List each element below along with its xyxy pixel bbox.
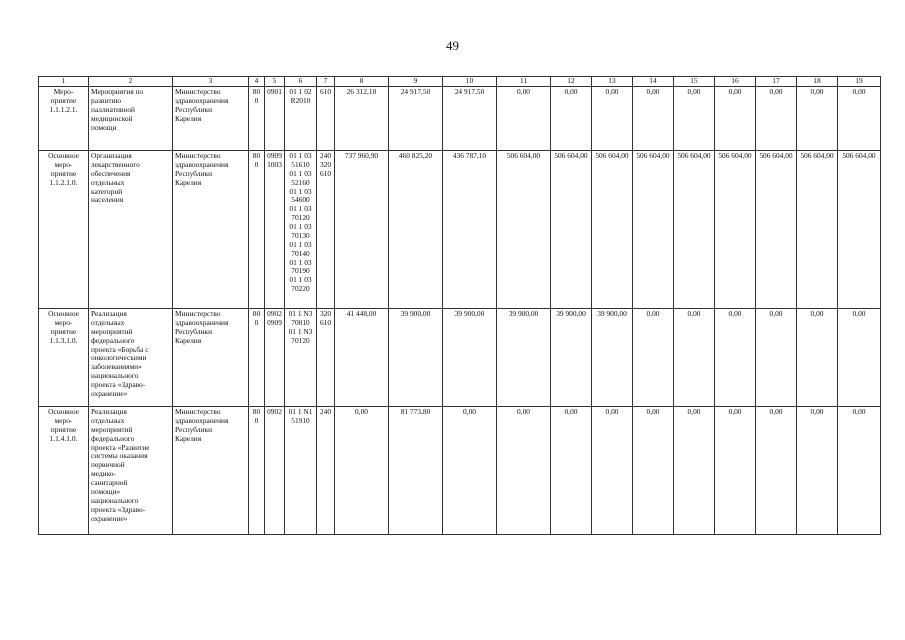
- table-body: [39, 77, 881, 535]
- amount-cell: 506 604,00: [674, 151, 715, 309]
- executor-cell: Министерство здравоохранения Республики Карелия: [173, 151, 249, 309]
- event-code-cell: Основное меро- приятие 1.1.3.1.0.: [39, 309, 89, 407]
- target-article-cell: 01 1 N1 51910: [285, 407, 317, 535]
- target-article-cell: 01 1 03 51610 01 1 03 52160 01 1 03 54600 01 1 03 70120 01 1 03 70130 01 1 03 70140 01 1 03 70190 01 1 03 70220: [285, 151, 317, 309]
- event-code-cell: Меро- приятие 1.1.1.2.1.: [39, 87, 89, 151]
- amount-cell: 0,00: [335, 407, 389, 535]
- amount-cell: 41 448,00: [335, 309, 389, 407]
- section-code-cell: 0902 0909: [265, 309, 285, 407]
- header-row: [39, 77, 881, 87]
- amount-cell: 0,00: [756, 87, 797, 151]
- header-cell-7: 7: [317, 77, 335, 87]
- amount-cell: 0,00: [797, 87, 838, 151]
- amount-cell: 506 604,00: [592, 151, 633, 309]
- table-row: [39, 407, 881, 535]
- grbs-code-cell: 800: [249, 87, 265, 151]
- amount-cell: 436 787,10: [443, 151, 497, 309]
- event-name-cell: Реализация отдельных мероприятий федерального проекта «Развитие системы оказания первичной медико- санитарной помощи» национального проекта «Здраво- охранение»: [89, 407, 173, 535]
- amount-cell: 0,00: [633, 87, 674, 151]
- executor-cell: Министерство здравоохранения Республики Карелия: [173, 309, 249, 407]
- target-article-cell: 01 1 02 R2010: [285, 87, 317, 151]
- page-number: 49: [446, 38, 459, 53]
- amount-cell: 39 900,00: [443, 309, 497, 407]
- header-cell-9: 9: [389, 77, 443, 87]
- expense-type-cell: 610: [317, 87, 335, 151]
- amount-cell: 24 917,50: [443, 87, 497, 151]
- amount-cell: 0,00: [756, 407, 797, 535]
- section-code-cell: 0909 1003: [265, 151, 285, 309]
- amount-cell: 0,00: [674, 87, 715, 151]
- amount-cell: 0,00: [497, 407, 551, 535]
- event-name-cell: Организация лекарственного обеспечения отдельных категорий населения: [89, 151, 173, 309]
- grbs-code-cell: 800: [249, 407, 265, 535]
- header-cell-11: 11: [497, 77, 551, 87]
- amount-cell: 506 604,00: [551, 151, 592, 309]
- amount-cell: 81 773,80: [389, 407, 443, 535]
- amount-cell: 506 604,00: [797, 151, 838, 309]
- amount-cell: 39 900,00: [592, 309, 633, 407]
- amount-cell: 39 900,00: [389, 309, 443, 407]
- header-cell-17: 17: [756, 77, 797, 87]
- expense-type-cell: 240 320 610: [317, 151, 335, 309]
- amount-cell: 0,00: [715, 87, 756, 151]
- amount-cell: 0,00: [592, 87, 633, 151]
- amount-cell: 0,00: [797, 407, 838, 535]
- amount-cell: 0,00: [633, 309, 674, 407]
- amount-cell: 737 960,90: [335, 151, 389, 309]
- amount-cell: 39 900,00: [551, 309, 592, 407]
- table-row: [39, 87, 881, 151]
- amount-cell: 0,00: [674, 407, 715, 535]
- amount-cell: 39 900,00: [497, 309, 551, 407]
- header-cell-5: 5: [265, 77, 285, 87]
- header-cell-13: 13: [592, 77, 633, 87]
- header-cell-16: 16: [715, 77, 756, 87]
- amount-cell: 0,00: [838, 87, 881, 151]
- table-row: [39, 151, 881, 309]
- table-row: [39, 309, 881, 407]
- grbs-code-cell: 800: [249, 309, 265, 407]
- amount-cell: 0,00: [551, 407, 592, 535]
- executor-cell: Министерство здравоохранения Республики Карелия: [173, 87, 249, 151]
- amount-cell: 0,00: [674, 309, 715, 407]
- amount-cell: 0,00: [443, 407, 497, 535]
- header-cell-6: 6: [285, 77, 317, 87]
- header-cell-12: 12: [551, 77, 592, 87]
- header-cell-19: 19: [838, 77, 881, 87]
- header-cell-15: 15: [674, 77, 715, 87]
- event-name-cell: Мероприятия по развитию паллиативной медицинской помощи: [89, 87, 173, 151]
- header-cell-14: 14: [633, 77, 674, 87]
- budget-table: [38, 76, 881, 535]
- amount-cell: 0,00: [838, 309, 881, 407]
- header-cell-3: 3: [173, 77, 249, 87]
- header-cell-1: 1: [39, 77, 89, 87]
- amount-cell: 0,00: [715, 309, 756, 407]
- amount-cell: 0,00: [497, 87, 551, 151]
- amount-cell: 460 825,20: [389, 151, 443, 309]
- target-article-cell: 01 1 N3 70010 01 1 N3 70120: [285, 309, 317, 407]
- amount-cell: 0,00: [715, 407, 756, 535]
- event-name-cell: Реализация отдельных мероприятий федерального проекта «Борьба с онкологическими заболеваниями» национального проекта «Здраво- охранение»: [89, 309, 173, 407]
- header-cell-8: 8: [335, 77, 389, 87]
- amount-cell: 506 604,00: [633, 151, 674, 309]
- header-cell-10: 10: [443, 77, 497, 87]
- amount-cell: 506 604,00: [756, 151, 797, 309]
- header-cell-18: 18: [797, 77, 838, 87]
- amount-cell: 0,00: [756, 309, 797, 407]
- amount-cell: 24 917,50: [389, 87, 443, 151]
- amount-cell: 0,00: [838, 407, 881, 535]
- grbs-code-cell: 800: [249, 151, 265, 309]
- section-code-cell: 0902: [265, 407, 285, 535]
- amount-cell: 506 604,00: [497, 151, 551, 309]
- amount-cell: 26 312,10: [335, 87, 389, 151]
- event-code-cell: Основное меро- приятие 1.1.4.1.0.: [39, 407, 89, 535]
- expense-type-cell: 240: [317, 407, 335, 535]
- executor-cell: Министерство здравоохранения Республики Карелия: [173, 407, 249, 535]
- amount-cell: 0,00: [633, 407, 674, 535]
- amount-cell: 0,00: [551, 87, 592, 151]
- event-code-cell: Основное меро- приятие 1.1.2.1.0.: [39, 151, 89, 309]
- amount-cell: 506 604,00: [715, 151, 756, 309]
- amount-cell: 506 604,00: [838, 151, 881, 309]
- amount-cell: 0,00: [592, 407, 633, 535]
- header-cell-2: 2: [89, 77, 173, 87]
- amount-cell: 0,00: [797, 309, 838, 407]
- header-cell-4: 4: [249, 77, 265, 87]
- section-code-cell: 0901: [265, 87, 285, 151]
- expense-type-cell: 320 610: [317, 309, 335, 407]
